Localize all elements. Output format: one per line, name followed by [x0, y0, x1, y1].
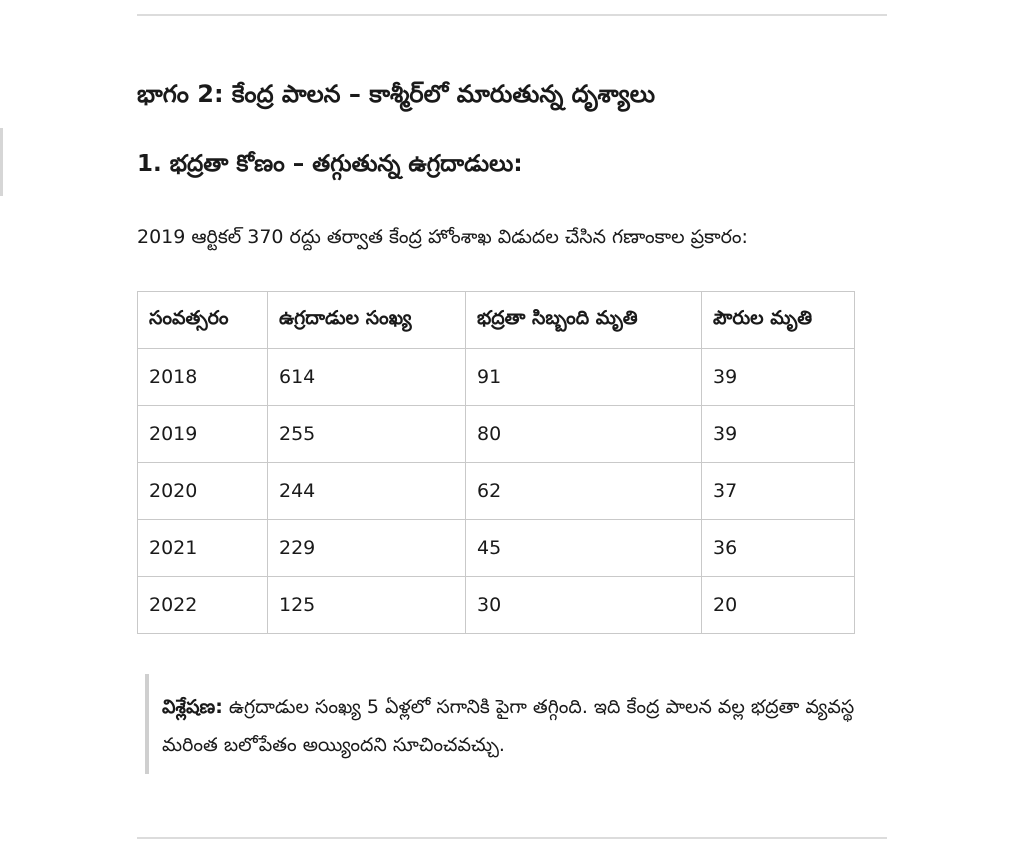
- analysis-label: విశ్లేషణ:: [162, 696, 223, 718]
- cell-attacks: 229: [268, 520, 466, 577]
- cell-year: 2018: [138, 349, 268, 406]
- header-security-deaths: భద్రతా సిబ్బంది మృతి: [466, 292, 702, 349]
- section-title: భాగం 2: కేంద్ర పాలన – కాశ్మీర్‌లో మారుతున్న దృశ్యాలు: [137, 80, 656, 108]
- cell-year: 2019: [138, 406, 268, 463]
- table-row: [138, 406, 855, 463]
- cell-civilian-deaths: 39: [702, 349, 855, 406]
- cell-year: 2022: [138, 577, 268, 634]
- header-year: సంవత్సరం: [138, 292, 268, 349]
- statistics-table: [137, 291, 855, 634]
- analysis-text: ఉగ్రదాడుల సంఖ్య 5 ఏళ్లలో సగానికి పైగా తగ్గింది. ఇది కేంద్ర పాలన వల్ల భద్రతా వ్యవస్థ మరింత బలోపేతం అయ్యిందని సూచించవచ్చు.: [162, 696, 855, 756]
- cell-security-deaths: 80: [466, 406, 702, 463]
- cell-attacks: 614: [268, 349, 466, 406]
- cell-security-deaths: 62: [466, 463, 702, 520]
- cell-security-deaths: 45: [466, 520, 702, 577]
- table-row: [138, 349, 855, 406]
- cell-year: 2021: [138, 520, 268, 577]
- table-row: [138, 520, 855, 577]
- edge-marker: [0, 128, 3, 196]
- cell-security-deaths: 91: [466, 349, 702, 406]
- cell-civilian-deaths: 36: [702, 520, 855, 577]
- subsection-title: 1. భద్రతా కోణం – తగ్గుతున్న ఉగ్రదాడులు:: [137, 151, 523, 177]
- cell-civilian-deaths: 37: [702, 463, 855, 520]
- cell-civilian-deaths: 20: [702, 577, 855, 634]
- cell-security-deaths: 30: [466, 577, 702, 634]
- table-row: [138, 577, 855, 634]
- analysis-blockquote: [145, 674, 887, 774]
- cell-civilian-deaths: 39: [702, 406, 855, 463]
- header-attacks: ఉగ్రదాడుల సంఖ్య: [268, 292, 466, 349]
- table-row: [138, 463, 855, 520]
- header-civilian-deaths: పౌరుల మృతి: [702, 292, 855, 349]
- bottom-divider: [137, 837, 887, 839]
- top-divider: [137, 14, 887, 16]
- intro-text: 2019 ఆర్టికల్ 370 రద్దు తర్వాత కేంద్ర హోంశాఖ విడుదల చేసిన గణాంకాల ప్రకారం:: [137, 226, 748, 248]
- cell-attacks: 125: [268, 577, 466, 634]
- table-header-row: [138, 292, 855, 349]
- cell-attacks: 255: [268, 406, 466, 463]
- cell-attacks: 244: [268, 463, 466, 520]
- cell-year: 2020: [138, 463, 268, 520]
